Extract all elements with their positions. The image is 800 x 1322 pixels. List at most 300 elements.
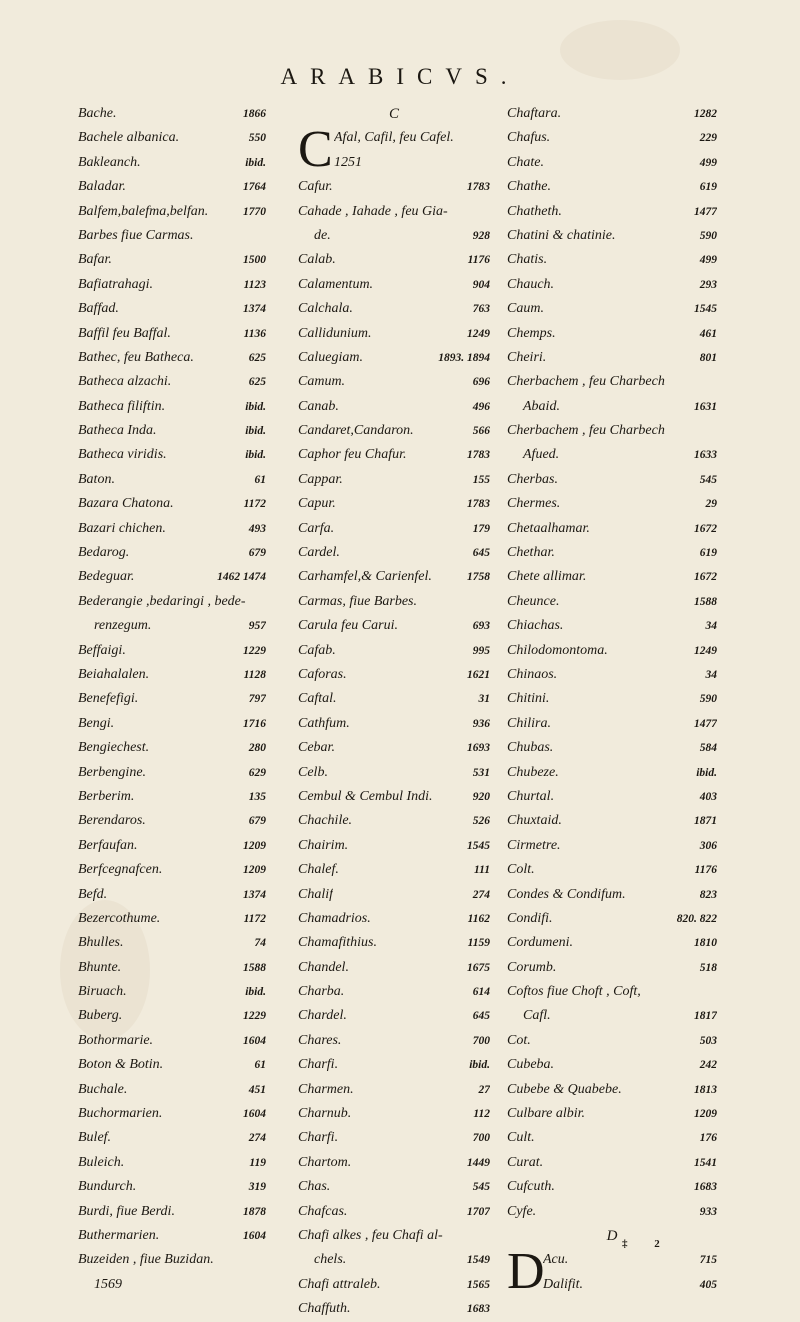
index-entry: [298, 736, 490, 760]
entry-term: Bazari chichen.: [78, 520, 166, 536]
entry-term: Caforas.: [298, 667, 347, 682]
index-entry: [78, 858, 266, 882]
index-entry: [298, 809, 490, 833]
index-entry: [78, 1102, 266, 1126]
index-entry: [78, 322, 266, 346]
entry-term: Cappar.: [298, 471, 343, 487]
index-entry: [507, 639, 717, 663]
index-entry: [78, 614, 266, 638]
entry-page: 1693: [467, 742, 490, 755]
entry-term: Cahade , Iahade , feu Gia-: [298, 203, 448, 219]
entry-term: Chafcas.: [298, 1203, 348, 1219]
entry-term: 1251: [334, 154, 362, 170]
entry-page: 1477: [694, 205, 717, 218]
entry-term: Chathe.: [507, 179, 551, 195]
entry-term: Carula feu Carui.: [298, 618, 398, 634]
index-entry: [298, 224, 490, 248]
entry-page: 1176: [467, 254, 490, 267]
index-entry: [298, 834, 490, 858]
entry-term: Cirmetre.: [507, 837, 561, 853]
index-entry: [298, 370, 490, 394]
entry-page: 1565: [467, 1278, 490, 1291]
index-entry: [78, 175, 266, 199]
index-entry: [507, 1151, 717, 1175]
entry-page: 176: [699, 1132, 717, 1145]
entry-term: Baton.: [78, 471, 115, 487]
entry-page: 293: [699, 278, 717, 291]
index-entry: [507, 1078, 717, 1102]
index-entry: [507, 443, 717, 467]
entry-term: Charfi.: [298, 1130, 339, 1146]
entry-term: Bachele albanica.: [78, 130, 180, 146]
entry-term: Churtal.: [507, 788, 555, 804]
index-entry: [298, 761, 490, 785]
entry-page: 1631: [694, 400, 717, 413]
entry-term: Chares.: [298, 1032, 342, 1048]
index-entry: [298, 858, 490, 882]
index-entry: [78, 834, 266, 858]
index-entry: [298, 1004, 490, 1028]
index-entry: [298, 590, 490, 614]
entry-term: Cheunce.: [507, 593, 560, 609]
index-entry: [507, 322, 717, 346]
entry-term: Cubebe & Quabebe.: [507, 1081, 622, 1097]
index-entry: [507, 590, 717, 614]
entry-term: Chardel.: [298, 1008, 347, 1024]
entry-page: 1604: [243, 1034, 266, 1047]
entry-term: Berfcegnafcen.: [78, 862, 163, 878]
entry-list: [298, 175, 490, 1321]
entry-page: 1477: [694, 717, 717, 730]
entry-page: 614: [472, 986, 490, 999]
entry-page: 820. 822: [676, 912, 717, 925]
entry-page: 499: [699, 156, 717, 169]
entry-term: Cafab.: [298, 642, 336, 658]
index-entry: [78, 809, 266, 833]
entry-term: Calamentum.: [298, 276, 374, 292]
entry-term: Batheca alzachi.: [78, 374, 172, 390]
index-entry: [334, 151, 490, 175]
index-entry: [298, 1053, 490, 1077]
index-entry: [78, 126, 266, 150]
entry-term: Batheca Inda.: [78, 423, 157, 439]
entry-page: 797: [248, 693, 266, 706]
index-entry: [507, 883, 717, 907]
index-entry: [78, 1078, 266, 1102]
entry-page: 1549: [467, 1254, 490, 1267]
index-entry: [78, 1029, 266, 1053]
index-entry: [543, 1273, 717, 1297]
entry-term: Chartom.: [298, 1154, 352, 1170]
index-entry: [298, 541, 490, 565]
entry-page: 1209: [694, 1108, 717, 1121]
entry-term: Bengi.: [78, 715, 115, 731]
index-entry: [298, 883, 490, 907]
entry-term: Chamadrios.: [298, 910, 371, 926]
entry-page: 1282: [694, 108, 717, 120]
entry-page: 1675: [467, 961, 490, 974]
index-entry: [334, 126, 490, 150]
index-entry: [507, 980, 717, 1004]
entry-page: 1209: [243, 864, 266, 877]
entry-term: Buberg.: [78, 1008, 123, 1024]
entry-term: Bothormarie.: [78, 1032, 154, 1048]
index-entry: [298, 639, 490, 663]
entry-term: Candaret,Candaron.: [298, 423, 414, 439]
entry-term: Chinaos.: [507, 666, 558, 682]
index-entry: [298, 1273, 490, 1297]
entry-page: 1893. 1894: [438, 351, 490, 364]
entry-term: Chubas.: [507, 740, 554, 756]
entry-page: 179: [472, 522, 490, 535]
entry-page: 590: [699, 229, 717, 242]
index-entry: [507, 1126, 717, 1150]
index-entry: [298, 443, 490, 467]
entry-term: Curat.: [507, 1154, 544, 1170]
entry-page: 34: [705, 668, 717, 681]
entry-term: Cyfe.: [507, 1203, 537, 1219]
index-entry: [78, 687, 266, 711]
entry-page: 619: [699, 181, 717, 194]
entry-term: Chate.: [507, 154, 544, 170]
index-entry: [507, 931, 717, 955]
index-entry: [78, 1248, 266, 1272]
entry-page: 550: [248, 132, 266, 145]
entry-term: Benefefigi.: [78, 691, 139, 707]
entry-page: 1817: [694, 1010, 717, 1023]
entry-term: Cufcuth.: [507, 1179, 555, 1195]
index-entry: [78, 248, 266, 272]
entry-term: 1569: [94, 1276, 122, 1292]
index-entry: [78, 1151, 266, 1175]
entry-page: 1229: [243, 644, 266, 657]
entry-term: Bakleanch.: [78, 154, 141, 170]
entry-term: Charmen.: [298, 1081, 354, 1097]
entry-page: 625: [248, 376, 266, 389]
index-entry: [78, 443, 266, 467]
entry-term: Buzeiden , fiue Buzidan.: [78, 1252, 214, 1268]
entry-page: 584: [699, 742, 717, 755]
index-entry: [507, 1175, 717, 1199]
entry-term: Bedarog.: [78, 545, 130, 561]
entry-term: Cubeba.: [507, 1057, 555, 1073]
entry-page: 61: [254, 1059, 266, 1072]
entry-page: 693: [472, 620, 490, 633]
index-entry: [78, 297, 266, 321]
entry-page: 1683: [467, 1303, 490, 1316]
entry-page: 306: [699, 839, 717, 852]
entry-term: Carmas, fiue Barbes.: [298, 593, 417, 609]
index-entry: [298, 322, 490, 346]
entry-term: Camum.: [298, 374, 346, 390]
index-entry: [298, 175, 490, 199]
entry-page: 1249: [467, 327, 490, 340]
entry-page: 1783: [467, 498, 490, 511]
index-entry: [507, 395, 717, 419]
entry-page: 1621: [467, 669, 490, 681]
index-entry: [298, 931, 490, 955]
entry-page: 1783: [467, 449, 490, 462]
index-entry: [507, 175, 717, 199]
entry-page: 1683: [694, 1181, 717, 1194]
entry-page: 904: [472, 278, 490, 291]
entry-page: 1707: [467, 1205, 490, 1218]
index-column-1: [78, 102, 266, 1297]
entry-page: 1159: [467, 937, 490, 950]
entry-term: Caum.: [507, 301, 544, 317]
index-entry: [298, 1248, 490, 1272]
initial-entry-d: [507, 1243, 717, 1301]
index-column-3: [507, 102, 717, 1301]
index-entry: [78, 565, 266, 589]
entry-term: Calab.: [298, 252, 336, 268]
index-entry: [78, 151, 266, 175]
index-entry: [78, 1004, 266, 1028]
index-entry: [78, 590, 266, 614]
index-entry: [298, 517, 490, 541]
index-entry: [298, 1200, 490, 1224]
entry-page: 1878: [243, 1205, 266, 1218]
entry-term: Abaid.: [523, 398, 560, 414]
entry-term: Dalifit.: [543, 1276, 584, 1292]
entry-term: Chiachas.: [507, 618, 564, 634]
index-entry: [298, 1126, 490, 1150]
entry-term: Chetaalhamar.: [507, 520, 590, 536]
entry-term: Chafus.: [507, 130, 551, 146]
index-entry: [507, 419, 717, 443]
index-entry: [78, 883, 266, 907]
entry-term: Beffaigi.: [78, 642, 126, 658]
index-entry: [78, 370, 266, 394]
index-entry: [78, 102, 266, 126]
entry-term: Chete allimar.: [507, 569, 587, 585]
entry-term: Barbes fiue Carmas.: [78, 227, 194, 243]
index-entry: [507, 712, 717, 736]
entry-page: 405: [699, 1278, 717, 1291]
entry-page: 1462 1474: [217, 571, 266, 584]
entry-page: 1783: [467, 181, 490, 194]
entry-page: 1172: [243, 498, 266, 511]
index-entry: [78, 931, 266, 955]
entry-term: Chuxtaid.: [507, 813, 562, 829]
entry-term: Baffil feu Baffal.: [78, 325, 171, 341]
index-entry: [78, 1273, 266, 1297]
index-entry: [507, 1200, 717, 1224]
index-entry: [298, 1078, 490, 1102]
entry-term: Bhunte.: [78, 959, 122, 975]
entry-term: Chandel.: [298, 959, 349, 975]
entry-term: Cot.: [507, 1032, 531, 1048]
index-entry: [78, 907, 266, 931]
index-entry: [507, 468, 717, 492]
entry-page: 27: [478, 1083, 490, 1096]
index-entry: [507, 663, 717, 687]
index-entry: [507, 273, 717, 297]
entry-page: 545: [699, 473, 717, 486]
entry-page: 61: [254, 473, 266, 486]
index-entry: [507, 126, 717, 150]
entry-page: 545: [472, 1181, 490, 1194]
index-entry: [298, 1102, 490, 1126]
entry-page: 696: [472, 376, 490, 389]
entry-term: Buchormarien.: [78, 1106, 163, 1122]
index-entry: [78, 663, 266, 687]
entry-term: Befd.: [78, 886, 108, 902]
index-entry: [507, 224, 717, 248]
index-entry: [78, 468, 266, 492]
index-entry: [298, 492, 490, 516]
entry-page: 1172: [243, 912, 266, 925]
index-entry: [78, 1175, 266, 1199]
entry-page: 29: [705, 498, 717, 511]
index-entry: [507, 346, 717, 370]
index-entry: [507, 492, 717, 516]
entry-term: Bederangie ,bedaringi , bede-: [78, 593, 246, 609]
entry-page: 1209: [243, 839, 266, 852]
entry-page: 1229: [243, 1010, 266, 1023]
index-entry: [507, 151, 717, 175]
entry-term: Berfaufan.: [78, 837, 138, 853]
entry-term: Baladar.: [78, 179, 126, 195]
entry-page: 1500: [243, 254, 266, 267]
index-entry: [507, 102, 717, 126]
index-entry: [507, 1004, 717, 1028]
index-entry: [507, 614, 717, 638]
entry-term: Beiahalalen.: [78, 666, 150, 682]
entry-term: Cordumeni.: [507, 935, 573, 951]
entry-term: Bazara Chatona.: [78, 496, 174, 512]
index-entry: [298, 200, 490, 224]
entry-page: 1588: [243, 961, 266, 974]
entry-page: 1136: [243, 327, 266, 340]
entry-page: 461: [699, 327, 717, 340]
entry-term: Chermes.: [507, 496, 561, 512]
entry-term: Callidunium.: [298, 325, 372, 341]
drop-cap-d: D: [507, 1243, 545, 1301]
entry-term: Bafiatrahagi.: [78, 276, 154, 292]
index-entry: [78, 761, 266, 785]
entry-term: Chethar.: [507, 545, 555, 561]
entry-page: 1758: [467, 571, 490, 584]
index-entry: [507, 858, 717, 882]
entry-page: 1123: [243, 278, 266, 291]
entry-page: 111: [474, 864, 490, 877]
index-entry: [78, 224, 266, 248]
entry-term: Balfem,balefma,belfan.: [78, 203, 209, 219]
index-entry: [298, 785, 490, 809]
entry-page: 1604: [243, 1229, 266, 1242]
entry-page: 531: [472, 766, 490, 779]
index-entry: [78, 956, 266, 980]
entry-term: Chamafithius.: [298, 935, 377, 951]
entry-page: 499: [699, 254, 717, 267]
entry-page: 1162: [467, 912, 490, 925]
index-entry: [78, 517, 266, 541]
entry-page: 629: [248, 766, 266, 779]
entry-term: Biruach.: [78, 984, 127, 1000]
entry-page: 645: [472, 1010, 490, 1023]
index-entry: [78, 419, 266, 443]
entry-page: 590: [699, 693, 717, 706]
index-column-2: [298, 102, 490, 1322]
entry-page: 619: [699, 547, 717, 560]
index-entry: [298, 663, 490, 687]
entry-page: 1545: [467, 839, 490, 852]
entry-page: 119: [249, 1156, 266, 1169]
entry-page: 1810: [694, 937, 717, 950]
entry-term: Berendaros.: [78, 813, 146, 829]
entry-page: 625: [248, 351, 266, 364]
entry-page: 1672: [694, 571, 717, 584]
entry-term: Cafl.: [523, 1008, 551, 1024]
entry-term: Bafar.: [78, 252, 112, 268]
entry-page: 1128: [243, 668, 266, 681]
index-entry: [78, 980, 266, 1004]
entry-term: Bengiechest.: [78, 740, 150, 756]
entry-page: ibid.: [245, 449, 266, 462]
entry-page: 715: [699, 1254, 717, 1267]
entry-page: 403: [699, 790, 717, 803]
entry-page: 493: [248, 522, 266, 535]
index-entry: [298, 395, 490, 419]
index-entry: [78, 1053, 266, 1077]
index-entry: [507, 248, 717, 272]
entry-term: Chafi alkes , feu Chafi al-: [298, 1227, 443, 1243]
entry-term: Buleich.: [78, 1154, 125, 1170]
index-entry: [298, 614, 490, 638]
entry-term: Cafur.: [298, 179, 333, 195]
entry-term: Chubeze.: [507, 764, 559, 780]
entry-page: 936: [472, 717, 490, 730]
entry-term: Bathec, feu Batheca.: [78, 349, 194, 365]
index-entry: [298, 297, 490, 321]
entry-page: 451: [248, 1083, 266, 1096]
entry-page: 801: [699, 351, 717, 364]
index-entry: [507, 370, 717, 394]
entry-page: 242: [699, 1059, 717, 1072]
entry-term: Caphor feu Chafur.: [298, 447, 407, 463]
entry-term: Berbengine.: [78, 764, 147, 780]
entry-page: 679: [248, 815, 266, 828]
entry-page: 229: [699, 132, 717, 145]
entry-page: 1770: [243, 205, 266, 218]
entry-term: renzegum.: [94, 618, 152, 634]
entry-page: 1176: [694, 864, 717, 877]
index-entry: [507, 1029, 717, 1053]
entry-page: ibid.: [245, 400, 266, 413]
entry-term: Buthermarien.: [78, 1227, 160, 1243]
index-entry: [78, 785, 266, 809]
entry-term: Cembul & Cembul Indi.: [298, 788, 433, 804]
entry-term: Cheiri.: [507, 349, 547, 365]
entry-page: 526: [472, 815, 490, 828]
entry-term: Chitini.: [507, 691, 550, 707]
index-entry: [78, 1200, 266, 1224]
entry-page: 74: [254, 937, 266, 950]
entry-page: 1604: [243, 1108, 266, 1121]
entry-page: ibid.: [469, 1059, 490, 1072]
index-entry: [298, 712, 490, 736]
index-entry: [507, 297, 717, 321]
drop-cap-c: C: [298, 121, 333, 179]
entry-term: Bulef.: [78, 1130, 112, 1146]
entry-term: Chairim.: [298, 837, 349, 853]
entry-page: 1764: [243, 181, 266, 194]
entry-term: Bundurch.: [78, 1179, 137, 1195]
entry-term: Chafi attraleb.: [298, 1276, 381, 1292]
entry-page: 928: [472, 229, 490, 242]
entry-term: Chachile.: [298, 813, 353, 829]
